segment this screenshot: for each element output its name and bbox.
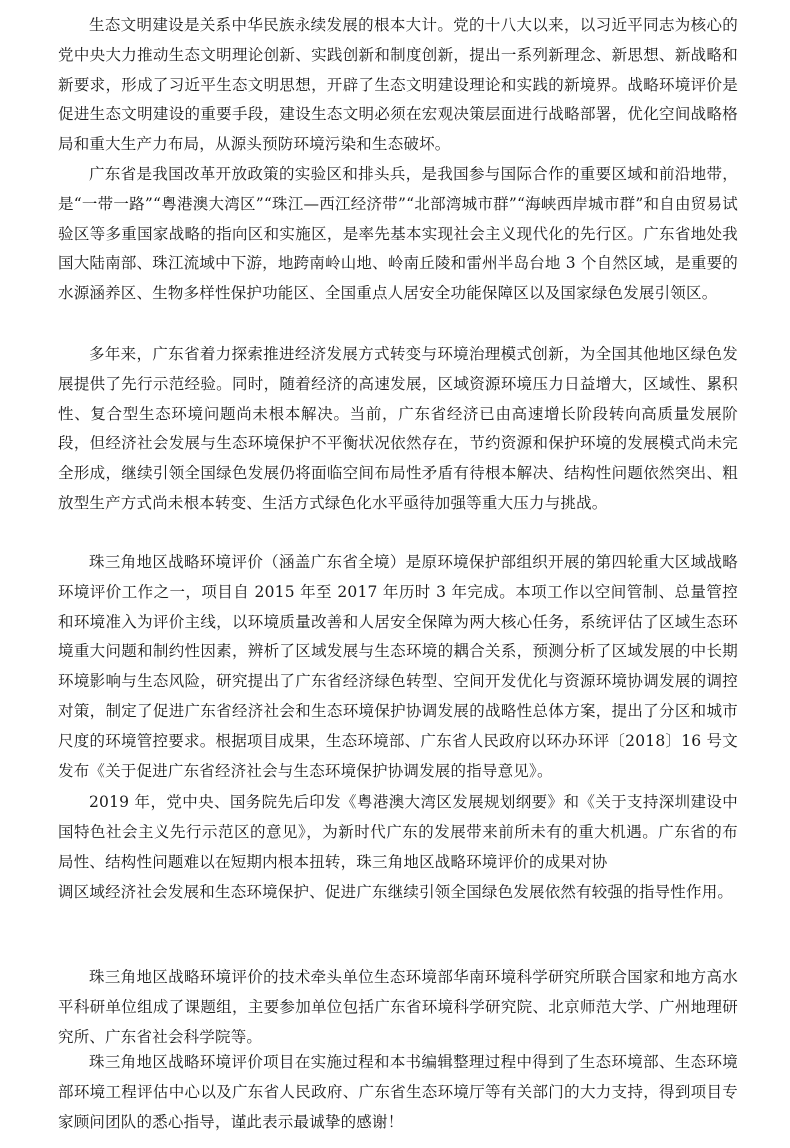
- paragraph-ecological-civilization: 生态文明建设是关系中华民族永续发展的根本大计。党的十八大以来，以习近平同志为核心的党中央大力推动生态文明理论创新、实践创新和制度创新，提出一系列新理念、新思想、新战略和新要求，形成了习近平生态文明思想，开辟了生态文明建设理论和实践的新境界。战略环境评价是促进生态文明建设的重要手段，建设生态文明必须在宏观决策层面进行战略部署，优化空间战略格局和重大生产力布局，从源头预防环境污染和生态破坏。: [58, 16, 738, 154]
- paragraph-guidance-continuation: 调区域经济社会发展和生态环境保护、促进广东继续引领全国绿色发展依然有较强的指导性作用。: [58, 883, 734, 901]
- paragraph-development-challenges: 多年来，广东省着力探索推进经济发展方式转变与环境治理模式创新，为全国其他地区绿色发展提供了先行示范经验。同时，随着经济的高速发展，区域资源环境压力日益增大，区域性、累积性、复合型生态环境问题尚未根本解决。当前，广东省经济已由高速增长阶段转向高质量发展阶段，但经济社会发展与生态环境保护不平衡状况依然存在，节约资源和保护环境的发展模式尚未完全形成，继续引领全国绿色发展仍将面临空间布局性矛盾有待根本解决、结构性问题依然突出、粗放型生产方式尚未根本转变、生活方式绿色化水平亟待加强等重大压力与挑战。: [58, 345, 738, 512]
- paragraph-research-team: 珠三角地区战略环境评价的技术牵头单位生态环境部华南环境科学研究所联合国家和地方高水平科研单位组成了课题组，主要参加单位包括广东省环境科学研究院、北京师范大学、广州地理研究所、广东省社会科学院等。: [58, 968, 738, 1046]
- paragraph-strategic-assessment: 珠三角地区战略环境评价（涵盖广东省全境）是原环境保护部组织开展的第四轮重大区域战略环境评价工作之一，项目自 2015 年至 2017 年历时 3 年完成。本项工作以空间管制、总量管控和环境准入为评价主线，以环境质量改善和人居安全保障为两大核心任务，系统评估了区域生态环境重大问题和制约性因素，辨析了区域发展与生态环境的耦合关系，预测分析了区域发展的中长期环境影响与生态风险，研究提出了广东省经济绿色转型、空间开发优化与资源环境协调发展的调控对策，制定了促进广东省经济社会和生态环境保护协调发展的战略性总体方案，提出了分区和城市尺度的环境管控要求。根据项目成果，生态环境部、广东省人民政府以环办环评〔2018〕16 号文发布《关于促进广东省经济社会与生态环境保护协调发展的指导意见》。: [58, 553, 738, 780]
- paragraph-acknowledgements: 珠三角地区战略环境评价项目在实施过程和本书编辑整理过程中得到了生态环境部、生态环境部环境工程评估中心以及广东省人民政府、广东省生态环境厅等有关部门的大力支持，得到项目专家顾问团队的悉心指导，谨此表示最诚挚的感谢！: [58, 1053, 738, 1131]
- paragraph-2019-opportunities: 2019 年，党中央、国务院先后印发《粤港澳大湾区发展规划纲要》和《关于支持深圳建设中国特色社会主义先行示范区的意见》，为新时代广东的发展带来前所未有的重大机遇。广东省的布局性、结构性问题难以在短期内根本扭转，珠三角地区战略环境评价的成果对协: [58, 793, 738, 871]
- paragraph-guangdong-overview: 广东省是我国改革开放政策的实验区和排头兵，是我国参与国际合作的重要区域和前沿地带，是“一带一路”“粤港澳大湾区”“珠江—西江经济带”“北部湾城市群”“海峡西岸城市群”和自由贸易试验区等多重国家战略的指向区和实施区，是率先基本实现社会主义现代化的先行区。广东省地处我国大陆南部、珠江流域中下游，地跨南岭山地、岭南丘陵和雷州半岛台地 3 个自然区域，是重要的水源涵养区、生物多样性保护功能区、全国重点人居安全功能保障区以及国家绿色发展引领区。: [58, 165, 738, 303]
